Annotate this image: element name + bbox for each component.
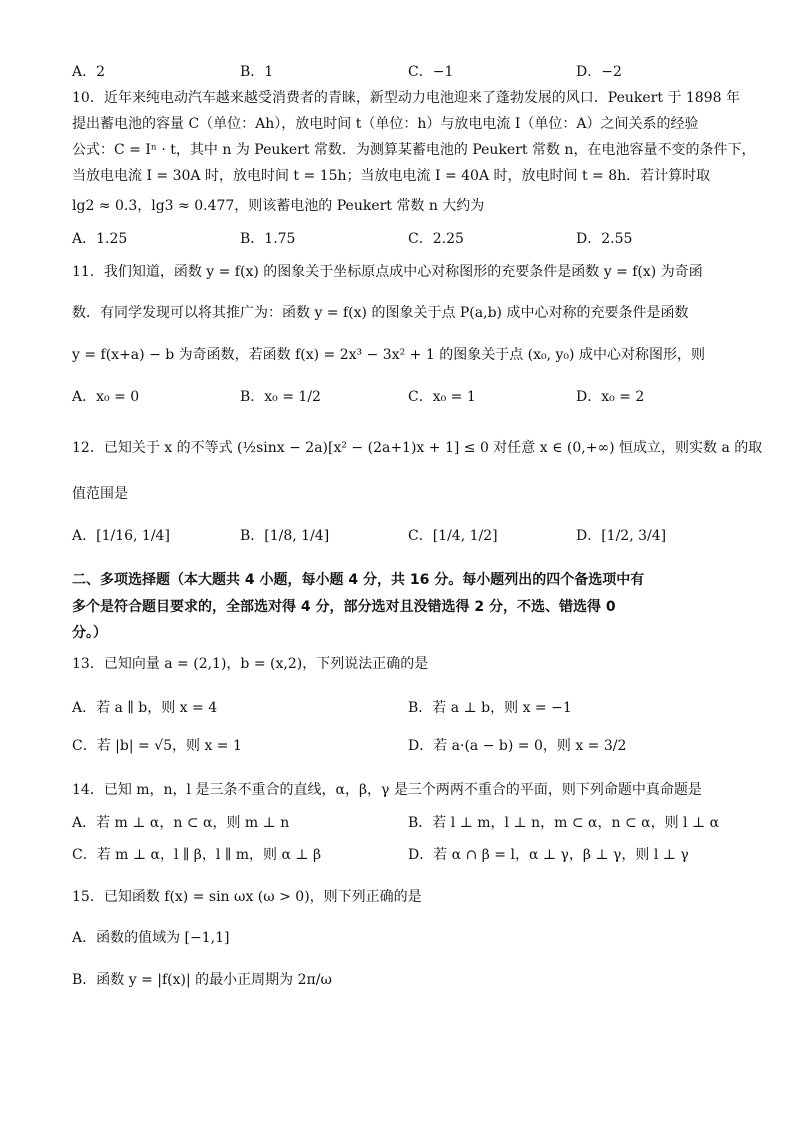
q10-option-d: D．2.55	[576, 231, 633, 247]
q12-option-d: D．[1/2, 3/4]	[576, 528, 667, 544]
q9-option-d: D．−2	[576, 64, 622, 80]
q13-option-c: C．若 |b| = √5，则 x = 1	[72, 738, 242, 754]
q13-option-a: A．若 a ∥ b，则 x = 4	[72, 700, 218, 716]
q11-line-1: 11．我们知道，函数 y = f(x) 的图象关于坐标原点成中心对称图形的充要条件是函数 y = f(x) 为奇函	[72, 264, 703, 280]
q13-option-b: B．若 a ⊥ b，则 x = −1	[408, 700, 572, 716]
q15-line-1: 15．已知函数 f(x) = sin ωx (ω > 0)，则下列正确的是	[72, 889, 422, 905]
q12-option-c: C．[1/4, 1/2]	[408, 528, 498, 544]
q11-option-a: A．x₀ = 0	[72, 389, 140, 405]
q14-option-c: C．若 m ⊥ α，l ∥ β，l ∥ m，则 α ⊥ β	[72, 847, 322, 863]
q10-option-c: C．2.25	[408, 231, 464, 247]
q11-option-c: C．x₀ = 1	[408, 389, 476, 405]
q11-line-3: y = f(x+a) − b 为奇函数，若函数 f(x) = 2x³ − 3x² + 1 的图象关于点 (x₀, y₀) 成中心对称图形，则	[72, 347, 705, 363]
q10-option-a: A．1.25	[72, 231, 128, 247]
q11-option-d: D．x₀ = 2	[576, 389, 645, 405]
q14-option-a: A．若 m ⊥ α，n ⊂ α，则 m ⊥ n	[72, 815, 290, 831]
q11-line-2: 数．有同学发现可以将其推广为：函数 y = f(x) 的图象关于点 P(a,b) 成中心对称的充要条件是函数	[72, 305, 689, 321]
section-2-heading-line-2: 多个是符合题目要求的，全部选对得 4 分，部分选对且没错选得 2 分，不选、错选得 0	[72, 599, 616, 615]
q12-option-a: A．[1/16, 1/4]	[72, 528, 170, 544]
q10-line-4: 当放电电流 I = 30A 时，放电时间 t = 15h；当放电电流 I = 40A 时，放电时间 t = 8h．若计算时取	[72, 168, 711, 184]
q9-option-a: A．2	[72, 64, 106, 80]
q12-line-2: 值范围是	[72, 486, 128, 502]
q14-option-b: B．若 l ⊥ m，l ⊥ n，m ⊂ α，n ⊂ α，则 l ⊥ α	[408, 815, 720, 831]
q10-line-2: 提出蓄电池的容量 C（单位：Ah），放电时间 t（单位：h）与放电电流 I（单位：A）之间关系的经验	[72, 116, 699, 132]
q9-option-b: B．1	[240, 64, 274, 80]
q10-line-5: lg2 ≈ 0.3，lg3 ≈ 0.477，则该蓄电池的 Peukert 常数 n 大约为	[72, 198, 485, 214]
q10-line-3: 公式：C = Iⁿ · t，其中 n 为 Peukert 常数．为测算某蓄电池的 Peukert 常数 n，在电池容量不变的条件下，	[72, 142, 756, 158]
q14-option-d: D．若 α ∩ β = l，α ⊥ γ，β ⊥ γ，则 l ⊥ γ	[408, 847, 689, 863]
section-2-heading-line-1: 二、多项选择题（本大题共 4 小题，每小题 4 分，共 16 分。每小题列出的四个备选项中有	[72, 572, 645, 588]
q11-option-b: B．x₀ = 1/2	[240, 389, 321, 405]
q15-option-a: A．函数的值域为 [−1,1]	[72, 930, 230, 946]
q15-option-b: B．函数 y = |f(x)| 的最小正周期为 2π/ω	[72, 972, 332, 988]
q10-option-b: B．1.75	[240, 231, 296, 247]
q13-option-d: D．若 a·(a − b) = 0，则 x = 3/2	[408, 738, 627, 754]
section-2-heading-line-3: 分。）	[72, 625, 107, 641]
q13-line-1: 13．已知向量 a = (2,1)，b = (x,2)，下列说法正确的是	[72, 656, 429, 672]
q14-line-1: 14．已知 m，n，l 是三条不重合的直线，α，β，γ 是三个两两不重合的平面，则下列命题中真命题是	[72, 782, 702, 798]
q10-line-1: 10．近年来纯电动汽车越来越受消费者的青睐，新型动力电池迎来了蓬勃发展的风口．Peukert 于 1898 年	[72, 90, 740, 106]
q9-option-c: C．−1	[408, 64, 454, 80]
q12-line-1: 12．已知关于 x 的不等式 (½sinx − 2a)[x² − (2a+1)x + 1] ≤ 0 对任意 x ∈ (0,+∞) 恒成立，则实数 a 的取	[72, 440, 763, 456]
q12-option-b: B．[1/8, 1/4]	[240, 528, 330, 544]
